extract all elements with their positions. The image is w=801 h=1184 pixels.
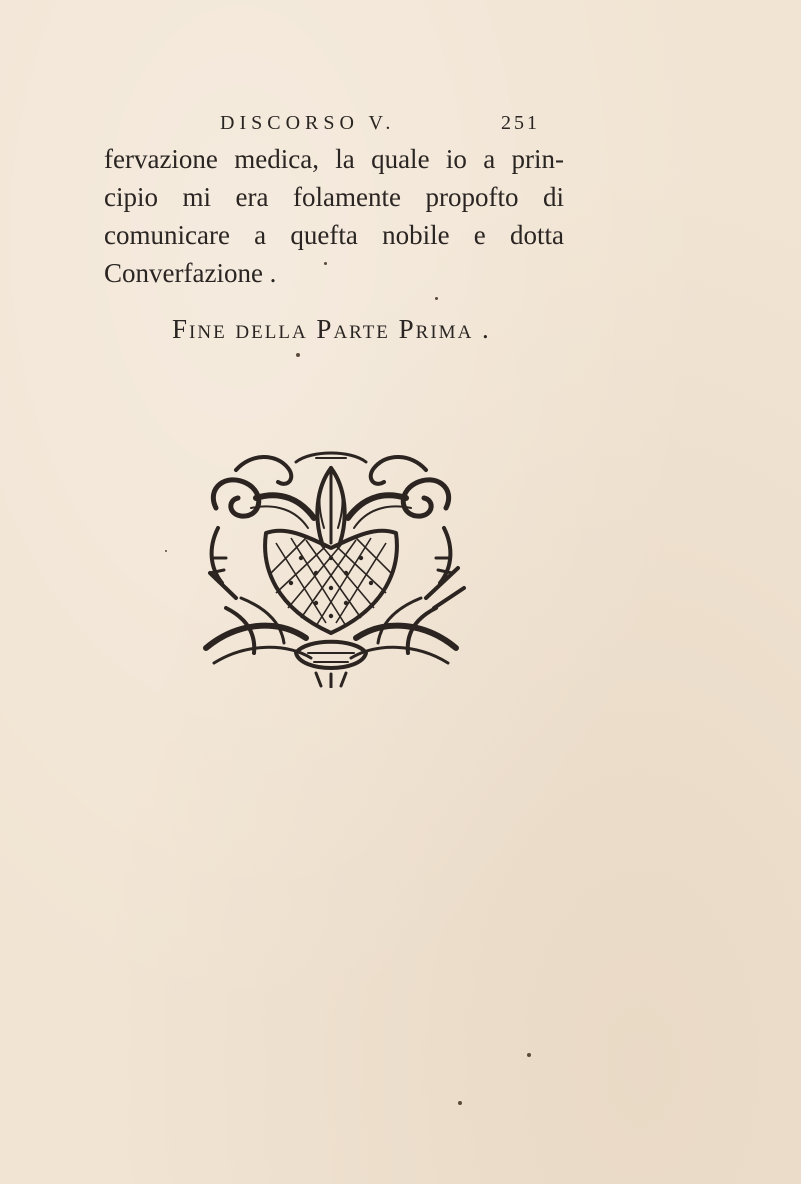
baroque-cartouche-tailpiece-icon	[196, 448, 466, 688]
paper-speck	[435, 297, 438, 300]
paper-speck	[296, 353, 300, 357]
paper-speck	[458, 1101, 462, 1105]
paper-speck	[165, 550, 167, 552]
text-line: comunicare a quefta nobile e dotta	[104, 220, 564, 250]
running-head	[220, 112, 540, 142]
running-head-title: DISCORSO V.	[220, 112, 396, 134]
end-of-part-heading: Fine della Parte Prima .	[172, 314, 491, 344]
text-line: cipio mi era folamente propofto di	[104, 182, 564, 212]
body-paragraph	[104, 140, 564, 292]
page-number: 251	[501, 112, 540, 134]
text-line: Converfazione .	[104, 258, 277, 288]
paper-speck	[324, 262, 327, 265]
paper-speck	[527, 1053, 531, 1057]
text-line: fervazione medica, la quale io a prin-	[104, 144, 564, 174]
